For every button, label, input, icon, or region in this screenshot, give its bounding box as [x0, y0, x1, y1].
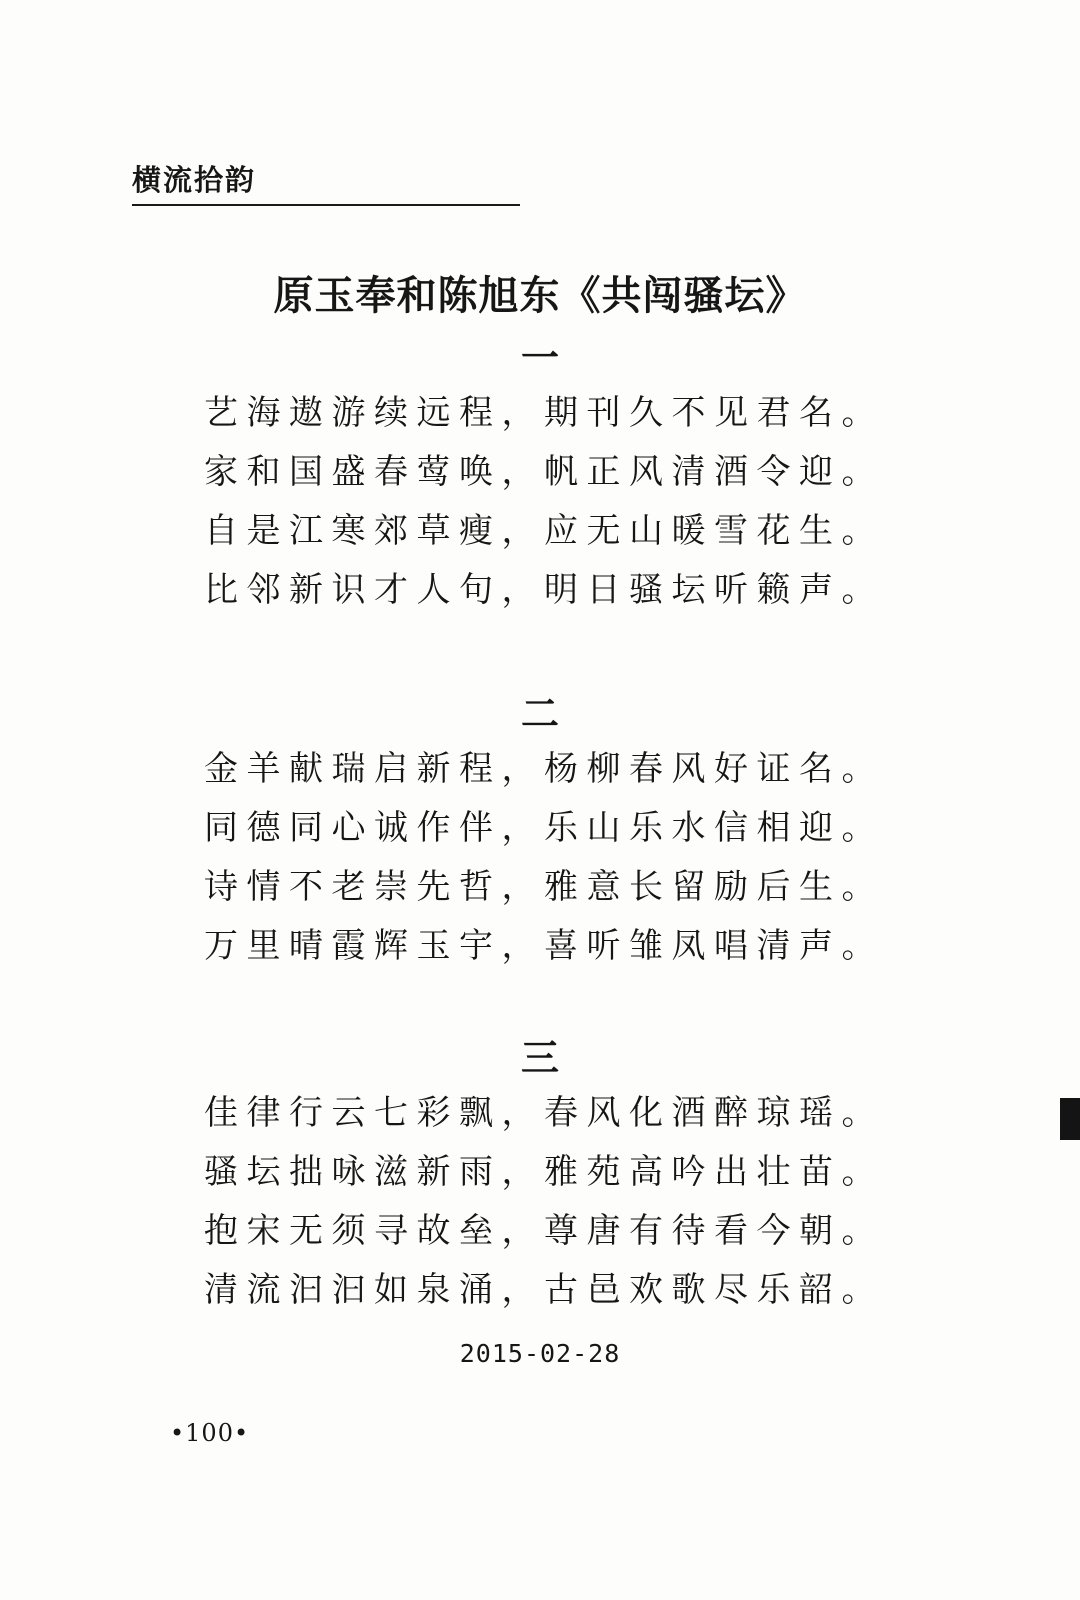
poem-line: 金羊献瑞启新程，杨柳春风好证名。	[204, 749, 884, 789]
poem-section-3	[0, 1032, 1080, 1320]
running-header: 横流拾韵	[132, 160, 520, 206]
poem-line: 骚坛拙咏滋新雨，雅苑高吟出壮苗。	[204, 1152, 884, 1192]
poem-line: 同德同心诚作伴，乐山乐水信相迎。	[204, 808, 884, 848]
page-edge-tab	[1060, 1098, 1080, 1140]
poem-line: 抱宋无须寻故垒，尊唐有待看今朝。	[204, 1211, 884, 1251]
poem-line: 佳律行云七彩飘，春风化酒醉琼瑶。	[204, 1093, 884, 1133]
poem-section-2	[0, 688, 1080, 976]
section-number: 三	[520, 1035, 559, 1080]
poem-line: 家和国盛春莺唤，帆正风清酒令迎。	[204, 452, 884, 492]
page-number: •100•	[170, 1419, 250, 1447]
poem-line: 比邻新识才人句，明日骚坛听籁声。	[204, 570, 884, 610]
section-number: 二	[520, 691, 559, 736]
poem-line: 艺海遨游续远程，期刊久不见君名。	[204, 393, 884, 433]
poem-title: 原玉奉和陈旭东《共闯骚坛》	[273, 272, 807, 319]
poem-line: 清流汩汩如泉涌，古邑欢歌尽乐韶。	[204, 1270, 884, 1310]
section-number: 一	[520, 335, 559, 380]
poem-line: 诗情不老崇先哲，雅意长留励后生。	[204, 867, 884, 907]
poem-section-1	[0, 332, 1080, 620]
poem-date: 2015-02-28	[459, 1339, 621, 1368]
poem-line: 万里晴霞辉玉宇，喜听雏凤唱清声。	[204, 926, 884, 966]
poem-line: 自是江寒郊草瘦，应无山暖雪花生。	[204, 511, 884, 551]
